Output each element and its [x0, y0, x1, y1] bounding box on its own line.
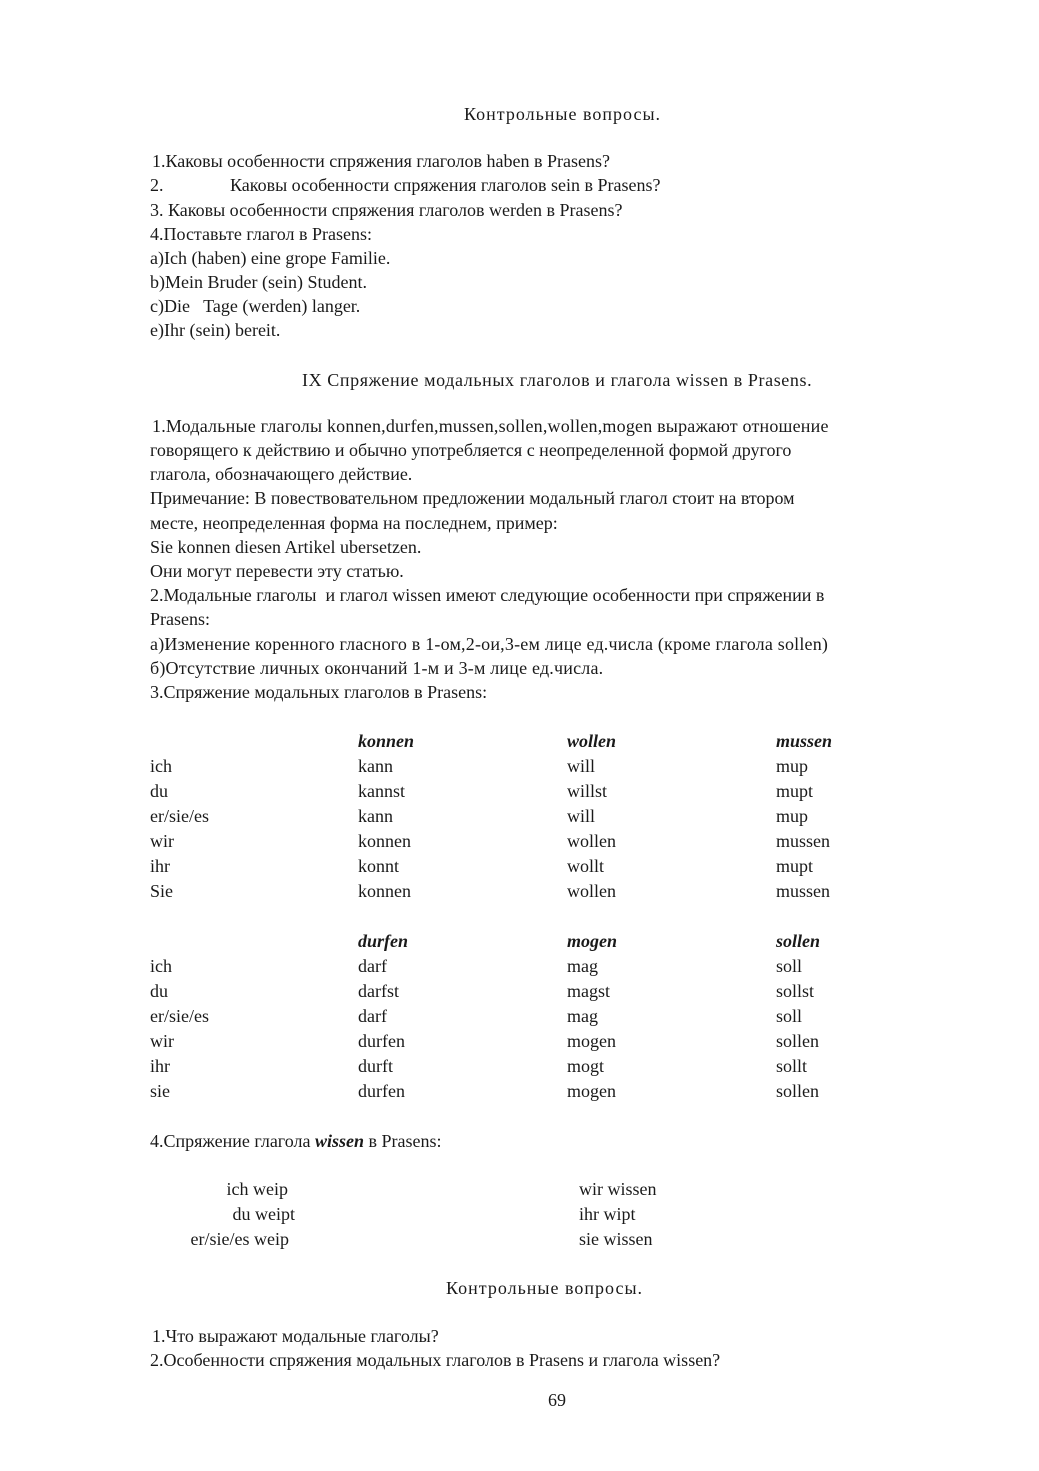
paragraph-line: говорящего к действию и обычно употребляется с неопределенной формой другого: [150, 440, 792, 460]
table-cell: mogt: [567, 1056, 605, 1076]
wissen-plural: sie wissen: [579, 1229, 653, 1249]
wissen-singular: du weipt: [232, 1204, 295, 1224]
wissen-singular: ich weip: [226, 1179, 288, 1199]
table-cell: ihr: [150, 1056, 170, 1076]
table-cell: sollen: [776, 1031, 819, 1051]
question-line: 4.Поставьте глагол в Prasens:: [150, 224, 373, 244]
section-heading: Контрольные вопросы.: [446, 1278, 644, 1298]
table-cell: mup: [776, 756, 809, 776]
table-header: wollen: [567, 731, 617, 751]
table-cell: mag: [567, 1006, 598, 1026]
table-cell: wollt: [567, 856, 605, 876]
wissen-intro-verb: wissen: [314, 1131, 365, 1151]
paragraph-line: месте, неопределенная форма на последнем, пример:: [150, 513, 558, 533]
table-cell: will: [567, 756, 596, 776]
table-cell: soll: [776, 1006, 803, 1026]
question-line: Каковы особенности спряжения глаголов sein в Prasens?: [230, 175, 661, 195]
paragraph-line: 3.Спряжение модальных глаголов в Prasens:: [150, 682, 488, 702]
table-cell: wir: [150, 831, 174, 851]
exercise-line: a)Ich (haben) eine grope Familie.: [150, 248, 391, 268]
section-heading: IX Спряжение модальных глаголов и глагола wissen в Prasens.: [302, 370, 813, 390]
example-line: Они могут перевести эту статью.: [150, 561, 404, 581]
table-cell: mup: [776, 806, 809, 826]
table-cell: er/sie/es: [150, 1006, 209, 1026]
table-cell: mussen: [776, 831, 830, 851]
table-cell: darf: [358, 1006, 387, 1026]
table-cell: konnt: [358, 856, 400, 876]
table-cell: wollen: [567, 831, 616, 851]
question-line: 2.Особенности спряжения модальных глаголов в Prasens и глагола wissen?: [150, 1350, 721, 1370]
table-cell: durfen: [358, 1031, 405, 1051]
table-cell: sollst: [776, 981, 815, 1001]
wissen-intro: [150, 1129, 442, 1153]
table-cell: mupt: [776, 781, 814, 801]
table-cell: willst: [567, 781, 608, 801]
table-header: mogen: [567, 931, 618, 951]
wissen-plural: wir wissen: [579, 1179, 657, 1199]
table-cell: will: [567, 806, 596, 826]
section-heading: Контрольные вопросы.: [464, 104, 662, 124]
table-cell: Sie: [150, 881, 174, 901]
table-cell: kann: [358, 756, 393, 776]
question-line: 1.Что выражают модальные глаголы?: [152, 1326, 439, 1346]
table-header: durfen: [358, 931, 409, 951]
table-cell: kannst: [358, 781, 405, 801]
table-cell: sollen: [776, 1081, 819, 1101]
table-cell: du: [150, 981, 168, 1001]
wissen-singular: er/sie/es weip: [190, 1229, 289, 1249]
paragraph-line: Примечание: В повествовательном предложении модальный глагол стоит на втором: [150, 488, 795, 508]
table-cell: ich: [150, 956, 172, 976]
table-cell: mogen: [567, 1031, 616, 1051]
paragraph-line: а)Изменение коренного гласного в 1-ом,2-ои,3-ем лице ед.числа (кроме глагола sollen): [150, 634, 829, 654]
table-cell: er/sie/es: [150, 806, 209, 826]
exercise-line: b)Mein Bruder (sein) Student.: [150, 272, 367, 292]
table-cell: wir: [150, 1031, 174, 1051]
paragraph-line: 2.Модальные глаголы и глагол wissen имеют следующие особенности при спряжении в: [150, 585, 825, 605]
table-cell: mussen: [776, 881, 830, 901]
table-header: konnen: [358, 731, 415, 751]
table-cell: wollen: [567, 881, 616, 901]
table-header: sollen: [776, 931, 821, 951]
exercise-line: c)Die Tage (werden) langer.: [150, 296, 361, 316]
table-cell: sollt: [776, 1056, 808, 1076]
example-line: Sie konnen diesen Artikel ubersetzen.: [150, 537, 422, 557]
exercise-line: e)Ihr (sein) bereit.: [150, 320, 281, 340]
table-cell: ich: [150, 756, 172, 776]
question-line: 1.Каковы особенности спряжения глаголов haben в Prasens?: [152, 151, 610, 171]
table-cell: darf: [358, 956, 387, 976]
table-cell: mogen: [567, 1081, 616, 1101]
table-cell: darfst: [358, 981, 399, 1001]
question-line: 3. Каковы особенности спряжения глаголов werden в Prasens?: [150, 200, 623, 220]
table-cell: ihr: [150, 856, 170, 876]
table-cell: soll: [776, 956, 803, 976]
table-cell: konnen: [358, 831, 411, 851]
table-cell: konnen: [358, 881, 411, 901]
table-header: mussen: [776, 731, 833, 751]
table-cell: kann: [358, 806, 393, 826]
table-cell: durft: [358, 1056, 393, 1076]
paragraph-line: 1.Модальные глаголы konnen,durfen,mussen,sollen,wollen,mogen выражают отношение: [152, 416, 829, 436]
wissen-intro-prefix: 4.Спряжение глагола: [150, 1131, 311, 1151]
table-cell: mupt: [776, 856, 814, 876]
table-cell: mag: [567, 956, 598, 976]
paragraph-line: б)Отсутствие личных окончаний 1-м и 3-м лице ед.числа.: [150, 658, 604, 678]
paragraph-line: глагола, обозначающего действие.: [150, 464, 413, 484]
table-cell: durfen: [358, 1081, 405, 1101]
wissen-plural: ihr wipt: [579, 1204, 636, 1224]
wissen-intro-suffix: в Prasens:: [368, 1131, 442, 1151]
table-cell: magst: [567, 981, 610, 1001]
paragraph-line: Prasens:: [150, 609, 210, 629]
table-cell: du: [150, 781, 168, 801]
table-cell: sie: [150, 1081, 170, 1101]
question-number: 2.: [150, 175, 164, 195]
page-number: 69: [548, 1390, 566, 1410]
